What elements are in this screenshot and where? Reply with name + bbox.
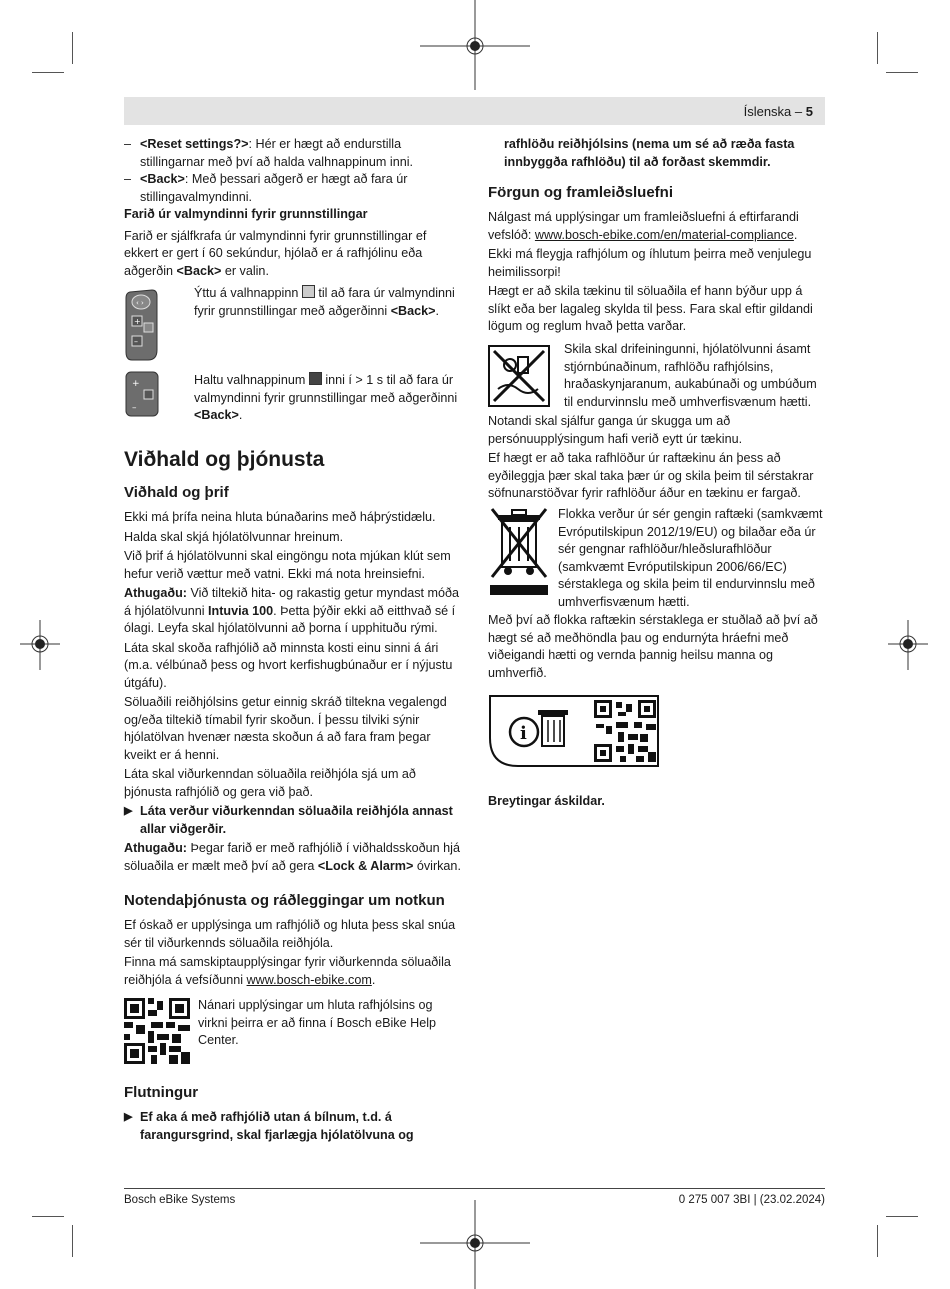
text-run: .	[371, 972, 376, 987]
page-header	[744, 103, 813, 121]
exit-paragraph	[124, 228, 464, 281]
text-run: .	[793, 227, 798, 242]
registration-mark-top	[420, 0, 530, 90]
right-column-cont	[488, 413, 826, 505]
svg-text:–: –	[132, 403, 137, 413]
footer-doc-id: 0 275 007 3BI | (23.02.2024)	[678, 1194, 825, 1206]
text-run-bold: <Back>	[390, 303, 436, 318]
changes-reserved-note: Breytingar áskildar.	[488, 794, 605, 808]
list-dash: –	[124, 172, 132, 186]
paragraph: Láta skal viðurkenndan söluaðila reiðhjóla sjá um að þjónusta rafhjólið og gera við það.	[124, 767, 416, 799]
recycling-info-badge	[488, 694, 660, 768]
text-run: . Þetta þýðir ekki að eitthvað sé í ólagi. Leyfa skal hjólatölvunni að þorna í upphituðu rými.	[124, 603, 456, 635]
qr-code-help-center[interactable]	[124, 998, 190, 1064]
list-item-term: <Reset settings?>	[140, 137, 249, 151]
note-label: Athugaðu:	[124, 586, 187, 600]
select-button-icon	[302, 285, 315, 298]
paragraph: Halda skal skjá hjólatölvunnar hreinum.	[124, 529, 344, 544]
text-run: Þegar farið er með rafhjólið í viðhaldsskoðun hjá söluaðila er mælt með því að gera	[124, 841, 460, 873]
paragraph	[488, 209, 826, 244]
crop-mark	[886, 1216, 918, 1217]
qr-code-recycling[interactable]	[594, 700, 656, 762]
footer-rule	[124, 1188, 825, 1189]
paragraph	[124, 954, 464, 989]
paragraph: Hægt er að skila tækinu til söluaðila ef hann býður upp á slíkt eða ber lagaleg skylda til þess. Fara skal eftir gildandi lögum og reglum hvað þetta varðar.	[488, 284, 813, 333]
list-item	[124, 136, 464, 171]
text-run-bold: Intuvia 100	[208, 603, 274, 618]
subsection-title-service: Notendaþjónusta og ráðleggingar um notkun	[124, 892, 445, 909]
list-dash: –	[124, 137, 132, 151]
crop-mark	[32, 72, 64, 73]
transport-section	[124, 1083, 464, 1146]
crop-mark	[886, 72, 918, 73]
no-household-waste-icon	[488, 345, 550, 407]
paragraph: Söluaðili reiðhjólsins getur einnig skráð tiltekna vegalengd og/eða tiltekið tímabil fyrir skoðun. Í þessu tilviki sýnir hjólatölvan hvenær næsta skoðun á að fara fram þegar kveikt er á henni.	[124, 695, 447, 762]
crop-mark	[32, 1216, 64, 1217]
svg-text:‹ ›: ‹ ›	[136, 299, 144, 307]
maintenance-section	[124, 447, 464, 991]
text-run-bold: <Back>	[194, 408, 239, 422]
text-run: Finna má samskiptaupplýsingar fyrir viðurkennda söluaðila reiðhjóla á vefsíðunni	[124, 955, 451, 987]
text-run: er valin.	[221, 263, 269, 278]
warning-continuation: rafhlöðu reiðhjólsins (nema um sé að ræða fasta innbyggða rafhlöðu) til að forðast skemmdir.	[504, 137, 795, 169]
subsection-title-transport: Flutningur	[124, 1084, 199, 1101]
header-separator: –	[791, 104, 806, 119]
text-run: inni í > 1 s til að fara úr valmyndinni fyrir grunnstillingar með aðgerðinni	[194, 373, 458, 405]
paragraph: Ef óskað er upplýsinga um rafhjólið og hluta þess skal snúa sér til viðurkennds söluaðila reiðhjóla.	[124, 918, 456, 950]
text-run-bold: <Lock & Alarm>	[317, 858, 414, 873]
note-paragraph	[124, 585, 464, 638]
note-label: Athugaðu:	[124, 841, 187, 855]
header-bar	[124, 97, 825, 125]
text-run: Haltu valhnappinum	[194, 373, 309, 387]
paragraph: Við þrif á hjólatölvunni skal eingöngu nota mjúkan klút sem hefur verið vættur með vatni. Ekki má nota hreinsiefni.	[124, 549, 451, 581]
subsection-title-care: Viðhald og þrif	[124, 484, 229, 501]
qr-description: Nánari upplýsingar um hluta rafhjólsins og virkni þeirra er að finna í Bosch eBike Help Center.	[198, 998, 436, 1047]
note-paragraph	[124, 840, 464, 875]
section-title: Viðhald og þjónusta	[124, 448, 325, 471]
text-run: Nálgast má upplýsingar um framleiðsluefni á eftirfarandi vefslóð:	[488, 210, 799, 242]
bosch-ebike-link[interactable]: www.bosch-ebike.com	[246, 972, 372, 987]
svg-text:+: +	[132, 379, 140, 389]
paragraph: Notandi skal sjálfur ganga úr skugga um að persónuupplýsingum hafi verið eytt úr tækinu.	[488, 414, 743, 446]
text-run: .	[435, 303, 440, 318]
control-instruction-1	[194, 285, 464, 320]
triangle-bullet-icon: ▶	[124, 1111, 133, 1123]
list-item-text: : Hér er hægt að endurstilla stillingarnar með því að halda valhnappinum inni.	[140, 137, 414, 169]
text-run-bold: <Back>	[176, 263, 222, 278]
warning-text: Láta verður viðurkenndan söluaðila reiðhjóla annast allar viðgerðir.	[140, 804, 453, 836]
control-instruction-2	[194, 372, 464, 425]
registration-mark-right	[888, 620, 928, 670]
subsection-title-disposal: Förgun og framleiðsluefni	[488, 184, 674, 201]
paragraph: Láta skal skoða rafhjólið að minnsta kosti einu sinni á ári (m.a. vélbúnað þess og hvort kerfishugbúnaður er í nýjustu útgáfu).	[124, 640, 453, 690]
warning-item	[124, 803, 464, 838]
text-run: Ýttu á valhnappinn	[194, 286, 302, 300]
header-language: Íslenska	[743, 104, 792, 119]
text-run: óvirkan.	[413, 858, 461, 873]
text-run: .	[238, 408, 243, 422]
crop-mark	[72, 32, 73, 64]
warning-item	[124, 1109, 464, 1144]
svg-text:–: –	[134, 337, 138, 346]
paragraph: Ekki má fleygja rafhjólum og íhlutum þeirra með venjulegu heimilissorpi!	[488, 247, 812, 279]
svg-text:i: i	[520, 723, 527, 744]
paragraph: Ekki má þrífa neina hluta búnaðarins með háþrýstidælu.	[124, 510, 436, 524]
text-run: Farið er sjálfkrafa úr valmyndinni fyrir grunnstillingar ef ekkert er gert í 60 sekúndur, hjólað er á rafhjólinu eða aðgerðin	[124, 228, 427, 278]
paragraph: Ef hægt er að taka rafhlöður úr raftækinu án þess að eyðileggja þær skal taka þær úr og skila þeim til sérstakrar söfnunarstöðvar fyrir rafhlöður áður en tækinu er fargað.	[488, 451, 814, 500]
crossed-bin-icon	[488, 505, 550, 597]
page-number: 5	[805, 104, 813, 119]
svg-text:+: +	[134, 317, 141, 326]
registration-mark-bottom	[420, 1200, 530, 1289]
text-run: Við tiltekið hita- og rakastig getur myndast móða á hjólatölvunni	[124, 586, 460, 618]
registration-mark-left	[20, 620, 60, 670]
footer-company: Bosch eBike Systems	[124, 1194, 236, 1206]
paragraph: Með því að flokka raftækin sérstaklega er stuðlað að því að hægt sé að meðhöndla þau og endurnýta hráefni með viðeigandi hætti og vernda þannig heilsu manna og umhverfið.	[488, 613, 818, 680]
crop-mark	[72, 1225, 73, 1257]
right-column	[488, 136, 826, 338]
list-item-text: : Með þessari aðgerð er hægt að fara úr stillingavalmyndinni.	[140, 172, 408, 204]
text-run: til að fara úr valmyndinni fyrir grunnstillingar með aðgerðinni	[194, 286, 455, 318]
right-column-cont2	[488, 612, 826, 684]
select-button-icon	[309, 372, 322, 385]
paragraph: Skila skal drifeiningunni, hjólatölvunni ásamt stjórnbúnaðinum, rafhlöðu rafhjólsins, hraðaskynjaranum, aukabúnaði og umbúðum til endurvinnslu með umhverfisvænum hætti.	[564, 342, 817, 409]
controller-illustration-1	[124, 288, 158, 362]
controller-illustration-2	[124, 370, 160, 418]
paragraph: Flokka verður úr sér gengin raftæki (samkvæmt Evróputilskipun 2012/19/EU) og bilaðar eða úr sér gengnar rafhlöður/hleðslurafhlöður (samkvæmt Evróputilskipun 2006/66/EC) sérstaklega og skila þeim til endurvinnslu með umhverfisvænum hætti.	[558, 507, 823, 609]
warning-text: Ef aka á með rafhjólið utan á bílnum, t.d. á farangursgrind, skal fjarlægja hjólatölvuna og	[140, 1110, 414, 1142]
material-compliance-link[interactable]: www.bosch-ebike.com/en/material-compliance	[534, 227, 794, 242]
crop-mark	[877, 32, 878, 64]
left-column	[124, 136, 464, 282]
exit-heading: Farið úr valmyndinni fyrir grunnstillingar	[124, 207, 368, 221]
triangle-bullet-icon: ▶	[124, 805, 133, 817]
list-item	[124, 171, 464, 206]
list-item-term: <Back>	[140, 172, 185, 186]
crop-mark	[877, 1225, 878, 1257]
